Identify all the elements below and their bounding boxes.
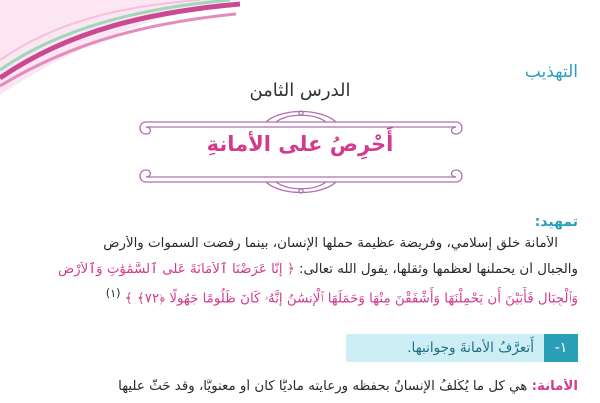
lesson-number: الدرس الثامن — [249, 80, 351, 101]
lesson-title: أَحْرِصُ على الأمانةِ — [206, 132, 394, 156]
definition-line — [18, 379, 578, 394]
intro-line-2-text: والجبال أن يحملنها لعظمها وثقلها، يقول الله تعالى: — [298, 262, 578, 277]
definition-term: الأمانة: — [531, 379, 578, 394]
definition-text: هي كل ما يُكَلَّفُ الإنسانُ بحفظه ورعايته ماديًّا كان أو معنويًّا، وقد حَثَّ عليها — [118, 379, 528, 394]
section-title: أَتعرَّفُ الأمانةَ وجوانبها. — [407, 340, 534, 356]
intro-line-1 — [18, 236, 558, 251]
subject-title: التهذيب — [524, 62, 578, 82]
section-number: ١- — [544, 334, 578, 362]
intro-line-3 — [18, 287, 578, 306]
section-heading-bar — [346, 334, 578, 362]
quran-verse-part-1: ﴿ إِنَّا عَرَضْنَا ٱلْأَمَانَةَ عَلَى ٱلسَّمَٰوَٰتِ وَٱلْأَرْضِ — [57, 262, 295, 277]
quran-verse-part-2: وَٱلْجِبَالِ فَأَبَيْنَ أَن يَحْمِلْنَهَا وَأَشْفَقْنَ مِنْهَا وَحَمَلَهَا ٱلْإِنسَٰنُ إِنَّهُۥ كَانَ ظَلُومًا جَهُولًا ﴿٧٢﴾ — [136, 291, 578, 307]
verse-closing-bracket: ﴾ — [124, 291, 133, 307]
intro-label: تمهيد: — [534, 214, 578, 230]
footnote-ref: (١) — [105, 287, 121, 300]
intro-line-2 — [18, 262, 578, 277]
intro-line-1-text: الأمانة خلق إسلامي، وفريضة عظيمة حملها الإنسان، بينما رفضت السموات والأرض — [103, 236, 558, 251]
